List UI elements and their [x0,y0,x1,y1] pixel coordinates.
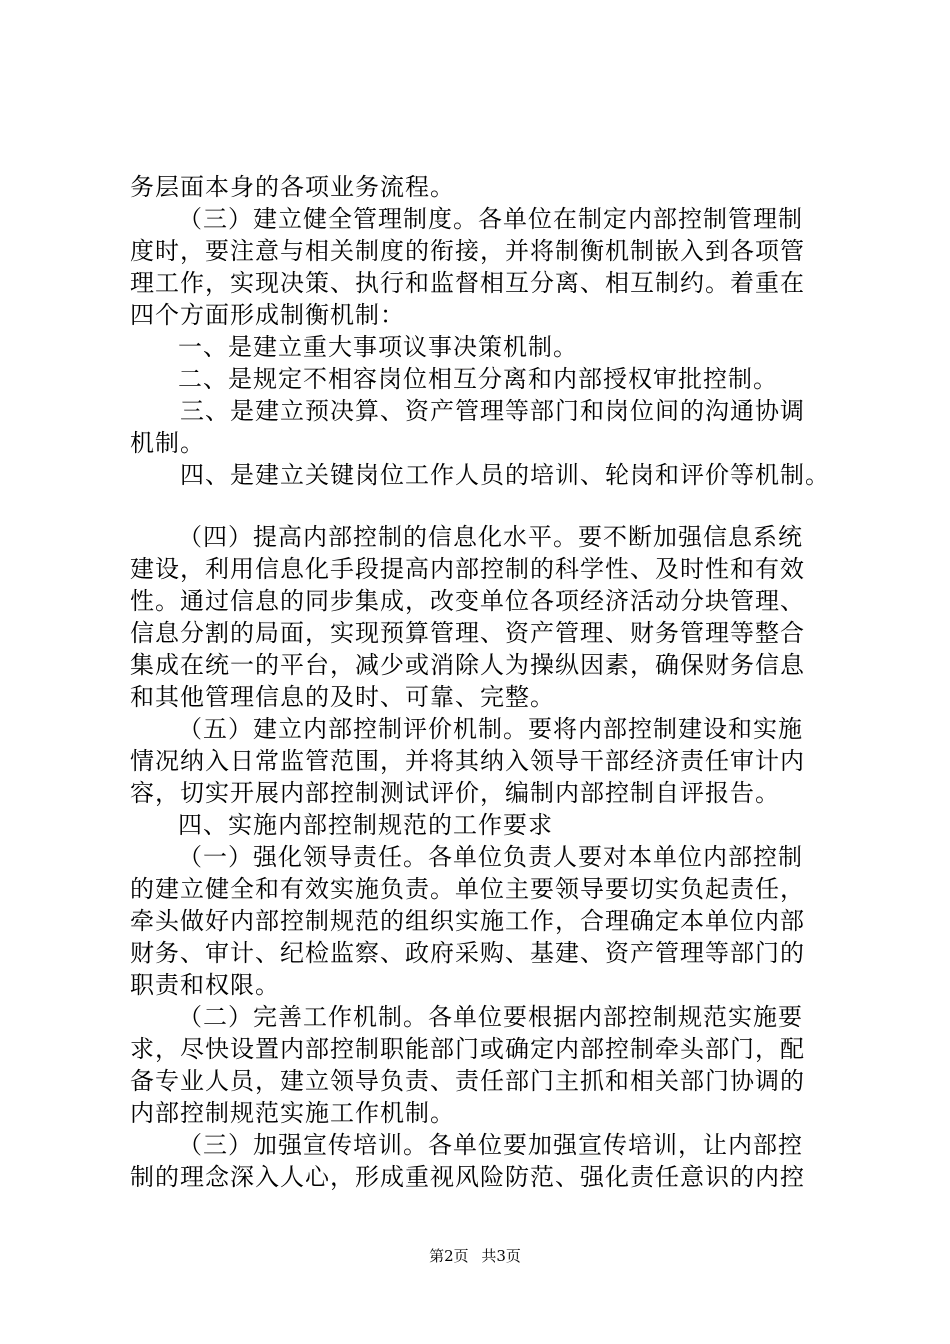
text-line: （五）建立内部控制评价机制。要将内部控制建设和实施 [178,715,803,743]
text-line: （三）加强宣传培训。各单位要加强宣传培训，让内部控 [178,1131,803,1159]
text-line: 容，切实开展内部控制测试评价，编制内部控制自评报告。 [130,779,780,807]
text-line: 集成在统一的平台，减少或消除人为操纵因素，确保财务信息 [130,651,805,679]
text-line: 四、是建立关键岗位工作人员的培训、轮岗和评价等机制。 [180,461,830,489]
text-line: 二、是规定不相容岗位相互分离和内部授权审批控制。 [178,365,778,393]
document-body [130,171,850,1193]
text-line: 三、是建立预决算、资产管理等部门和岗位间的沟通协调 [180,397,805,425]
text-line: 和其他管理信息的及时、可靠、完整。 [130,683,555,711]
text-line: （二）完善工作机制。各单位要根据内部控制规范实施要 [178,1003,803,1031]
text-line: 度时，要注意与相关制度的衔接，并将制衡机制嵌入到各项管 [130,237,805,265]
section-heading: 四、实施内部控制规范的工作要求 [178,811,553,839]
text-line: 理工作，实现决策、执行和监督相互分离、相互制约。着重在 [130,269,805,297]
text-line: 一、是建立重大事项议事决策机制。 [178,333,578,361]
text-line: 财务、审计、纪检监察、政府采购、基建、资产管理等部门的 [130,939,805,967]
text-line: 内部控制规范实施工作机制。 [130,1099,455,1127]
text-line: 性。通过信息的同步集成，改变单位各项经济活动分块管理、 [130,587,805,615]
text-line: 信息分割的局面，实现预算管理、资产管理、财务管理等整合 [130,619,805,647]
text-line: 机制。 [130,429,205,457]
text-line: 求，尽快设置内部控制职能部门或确定内部控制牵头部门，配 [130,1035,805,1063]
text-line: 的建立健全和有效实施负责。单位主要领导要切实负起责任， [130,875,805,903]
text-line: 职责和权限。 [130,971,280,999]
text-line: 牵头做好内部控制规范的组织实施工作，合理确定本单位内部 [130,907,805,935]
text-line: 制的理念深入人心，形成重视风险防范、强化责任意识的内控 [130,1163,805,1191]
text-line: （三）建立健全管理制度。各单位在制定内部控制管理制 [178,205,803,233]
text-line: 四个方面形成制衡机制： [130,301,405,329]
text-line: 务层面本身的各项业务流程。 [130,173,455,201]
text-line: 建设，利用信息化手段提高内部控制的科学性、及时性和有效 [130,555,805,583]
text-line: （四）提高内部控制的信息化水平。要不断加强信息系统 [178,523,803,551]
page-number: 第2页 [429,1247,469,1265]
page-footer [0,1245,950,1266]
page-total: 共3页 [481,1247,521,1265]
text-line: 备专业人员，建立领导负责、责任部门主抓和相关部门协调的 [130,1067,805,1095]
text-line: 情况纳入日常监管范围，并将其纳入领导干部经济责任审计内 [130,747,805,775]
paragraph-gap [130,491,850,521]
text-line: （一）强化领导责任。各单位负责人要对本单位内部控制 [178,843,803,871]
